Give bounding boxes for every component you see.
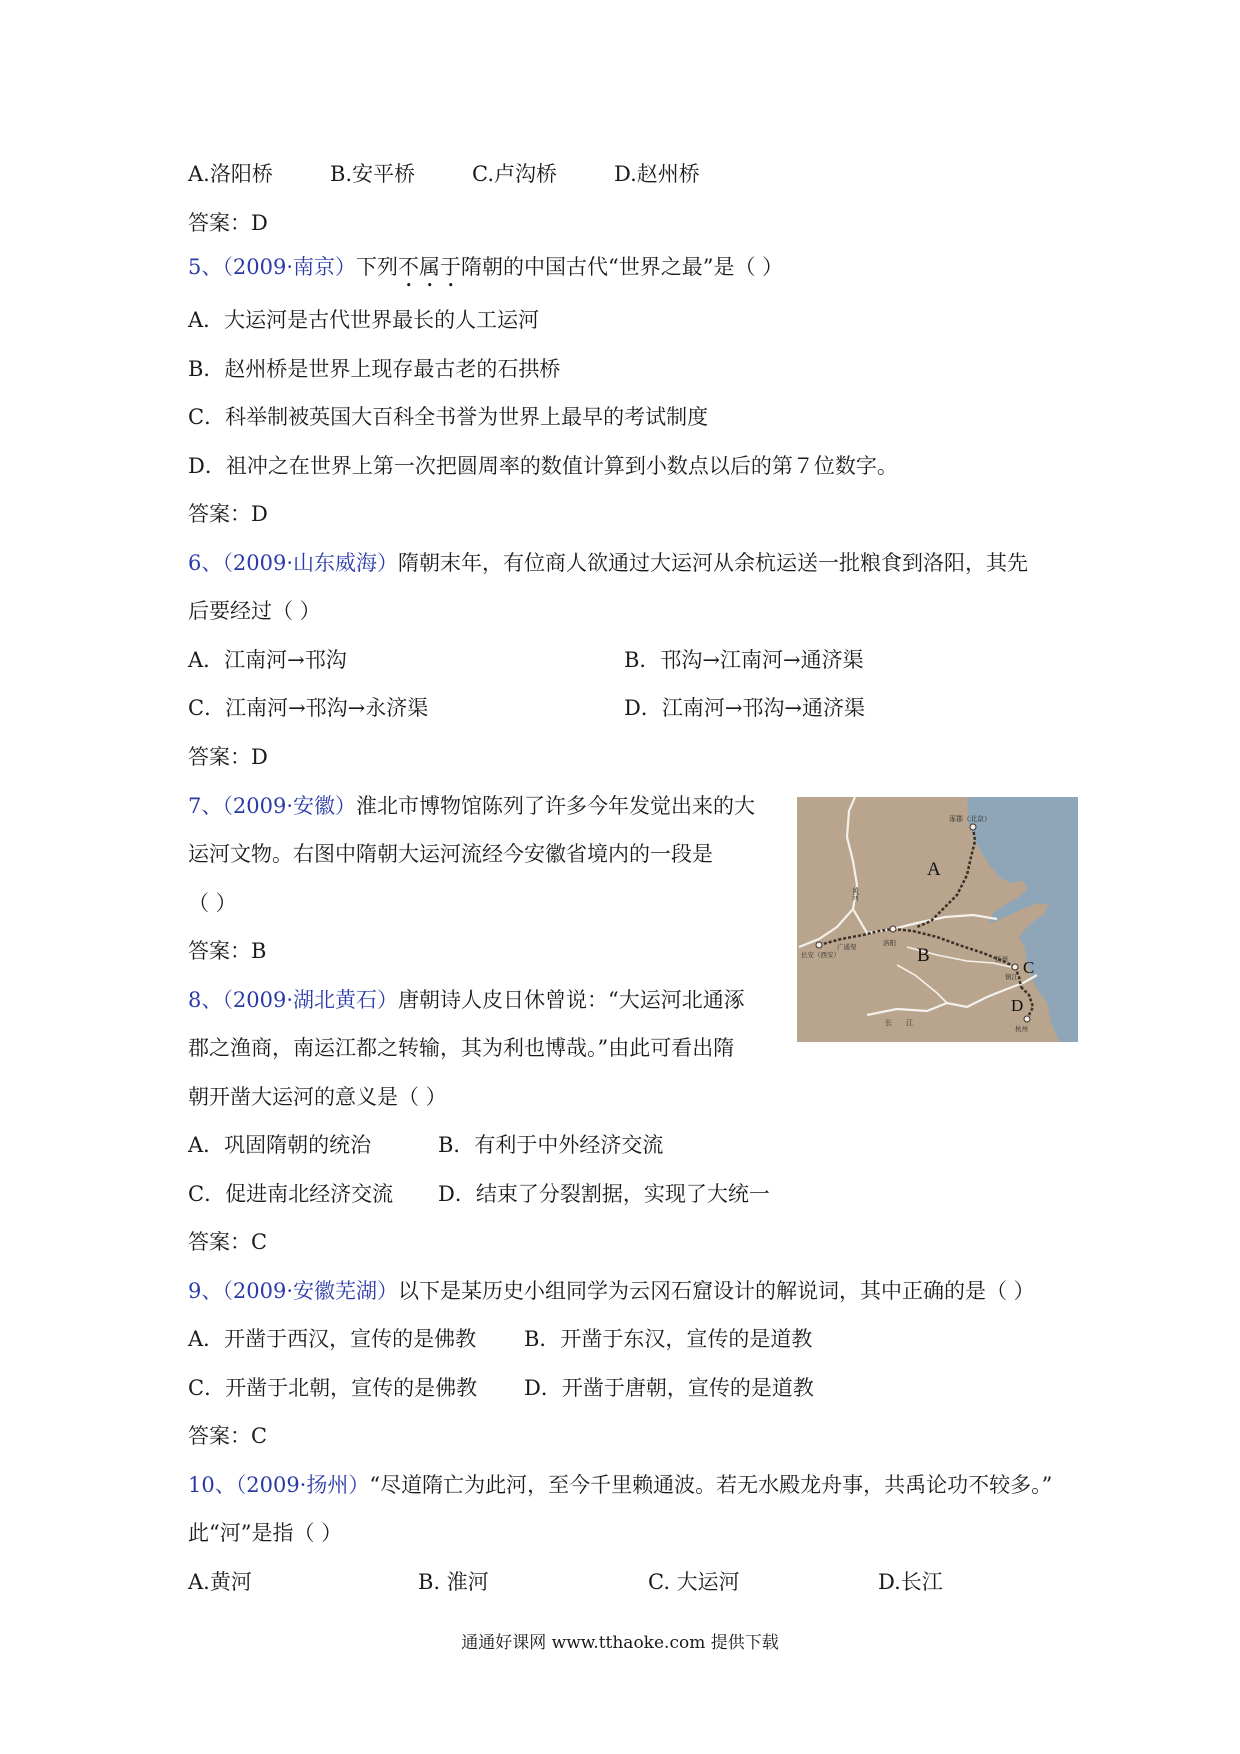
q9-options-row1	[188, 1325, 812, 1353]
q10-stem-text: “尽道隋亡为此河，至今千里赖通波。若无水殿龙舟事，共禹论功不较多。”	[369, 1473, 1053, 1497]
q7-stem-line3: （ ）	[188, 891, 237, 915]
map-label-a: A	[927, 859, 941, 880]
map-label-yangzhou: 扬州	[995, 956, 1008, 963]
q6-stem-text: 隋朝末年，有位商人欲通过大运河从余杭运送一批粮食到洛阳，其先	[398, 551, 1028, 575]
q10-option-b: B. 淮河	[418, 1570, 489, 1594]
q8-stem-line1	[188, 986, 745, 1014]
q7-answer: 答案：B	[188, 939, 267, 963]
map-point-changan	[816, 942, 822, 948]
q7-stem-line1	[188, 792, 755, 820]
q9-options-row2	[188, 1374, 814, 1402]
q6-options-row1	[188, 646, 864, 674]
q10-source: （2009·扬州）	[235, 1473, 370, 1497]
q5-stem-post: 隋朝的中国古代“世界之最”是（ ）	[461, 255, 784, 279]
q10-stem-line1	[188, 1471, 1052, 1499]
q5-option-c: C．科举制被英国大百科全书誉为世界上最早的考试制度	[188, 405, 709, 429]
map-label-d: D	[1011, 996, 1024, 1015]
map-point-yangzhou	[1012, 964, 1018, 970]
q10-option-d: D.长江	[878, 1570, 943, 1594]
q6-stem-line1	[188, 549, 1028, 577]
q7-stem-text: 淮北市博物馆陈列了许多今年发觉出来的大	[356, 794, 755, 818]
q5-option-b: B．赵州桥是世界上现存最古老的石拱桥	[188, 357, 561, 381]
q9-stem	[188, 1277, 1035, 1305]
q5-option-a: A．大运河是古代世界最长的人工运河	[188, 308, 540, 332]
q8-options-row1	[188, 1131, 663, 1159]
q7-source: （2009·安徽）	[222, 794, 356, 818]
q10-option-a: A.黄河	[188, 1570, 252, 1594]
q8-stem-line2: 郡之渔商，南运江都之转输，其为利也博哉。”由此可看出隋	[188, 1036, 735, 1060]
q8-option-a: A．巩固隋朝的统治	[188, 1133, 372, 1157]
q9-option-a: A．开凿于西汉，宣传的是佛教	[188, 1327, 477, 1351]
map-label-changan: 长安（西安）	[801, 952, 840, 959]
q6-option-c: C．江南河→邗沟→永济渠	[188, 696, 429, 720]
q4-answer: 答案：D	[188, 211, 268, 235]
q6-number: 6、	[188, 551, 223, 575]
map-point-zhuojun	[970, 824, 976, 830]
q8-number: 8、	[188, 988, 223, 1012]
q8-answer: 答案：C	[188, 1230, 268, 1254]
map-label-b: B	[917, 945, 930, 966]
q4-option-d: D.赵州桥	[614, 162, 700, 186]
q4-options	[188, 160, 700, 188]
map-label-zhenjiang: 镇江	[1005, 974, 1018, 981]
q7-stem-line2: 运河文物。右图中隋朝大运河流经今安徽省境内的一段是	[188, 842, 713, 866]
q9-stem-text: 以下是某历史小组同学为云冈石窟设计的解说词，其中正确的是（ ）	[398, 1279, 1035, 1303]
q8-stem-line3: 朝开凿大运河的意义是（ ）	[188, 1085, 447, 1109]
q5-number: 5、	[188, 255, 223, 279]
q9-source: （2009·安徽芜湖）	[222, 1279, 398, 1303]
q9-answer: 答案：C	[188, 1424, 268, 1448]
q10-option-c: C. 大运河	[648, 1570, 740, 1594]
q8-option-b: B．有利于中外经济交流	[438, 1133, 664, 1157]
q5-stem	[188, 253, 783, 292]
q9-number: 9、	[188, 1279, 223, 1303]
q9-option-b: B．开凿于东汉，宣传的是道教	[524, 1327, 813, 1351]
q5-answer: 答案：D	[188, 502, 268, 526]
q6-source: （2009·山东威海）	[222, 551, 398, 575]
q5-stem-pre: 下列	[356, 255, 398, 279]
q6-answer: 答案：D	[188, 745, 268, 769]
q8-source: （2009·湖北黄石）	[222, 988, 398, 1012]
map-point-hangzhou	[1024, 1016, 1030, 1022]
q10-stem-line2: 此“河”是指（ ）	[188, 1521, 343, 1545]
map-label-guangtongqu: 广通渠	[837, 944, 857, 951]
q10-options	[188, 1568, 943, 1596]
q5-source: （2009·南京）	[222, 255, 356, 279]
q4-option-c: C.卢沟桥	[472, 162, 557, 186]
q4-option-a: A.洛阳桥	[188, 162, 273, 186]
q5-stem-emphasis: 不属于	[398, 255, 461, 279]
q8-stem-text: 唐朝诗人皮日休曾说：“大运河北通涿	[398, 988, 745, 1012]
map-label-c: C	[1023, 958, 1035, 977]
map-label-zhuojun: 涿郡（北京）	[949, 816, 991, 823]
q9-option-c: C．开凿于北朝，宣传的是佛教	[188, 1376, 478, 1400]
q5-option-d: D．祖冲之在世界上第一次把圆周率的数值计算到小数点以后的第７位数字。	[188, 454, 898, 478]
q6-option-b: B．邗沟→江南河→通济渠	[624, 648, 864, 672]
map-label-hangzhou: 杭州	[1015, 1026, 1028, 1033]
map-point-luoyang	[890, 926, 896, 932]
q8-option-d: D．结束了分裂割据，实现了大统一	[438, 1182, 770, 1206]
q10-number: 10、	[188, 1473, 236, 1497]
map-label-changjiang: 长江	[885, 1020, 927, 1027]
q6-options-row2	[188, 694, 865, 722]
map-label-luoyang: 洛阳	[883, 940, 896, 947]
q6-option-a: A．江南河→邗沟	[188, 648, 347, 672]
q8-option-c: C．促进南北经济交流	[188, 1182, 394, 1206]
map-label-huanghe: 黄河	[851, 887, 859, 901]
q6-option-d: D．江南河→邗沟→通济渠	[624, 696, 866, 720]
q6-stem-line2: 后要经过（ ）	[188, 599, 321, 623]
q9-option-d: D．开凿于唐朝，宣传的是道教	[524, 1376, 814, 1400]
q8-options-row2	[188, 1180, 770, 1208]
q7-number: 7、	[188, 794, 223, 818]
q4-option-b: B.安平桥	[330, 162, 416, 186]
grand-canal-map	[797, 797, 1078, 1042]
page-footer: 通通好课网 www.tthaoke.com 提供下载	[461, 1633, 779, 1653]
